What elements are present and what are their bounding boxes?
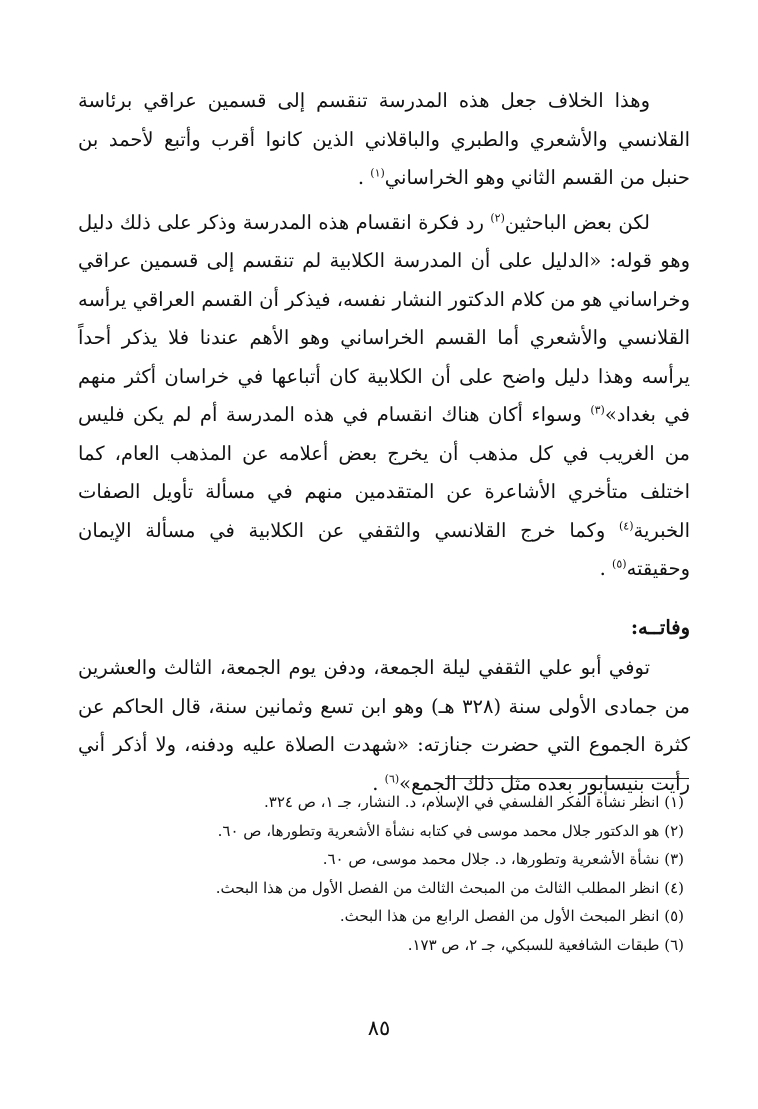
paragraph-text: توفي أبو علي الثقفي ليلة الجمعة، ودفن يوم الجمعة، الثالث والعشرين من جمادى الأولى سنة (٣٢٨ هـ) وهو ابن تسع وثمانين سنة، قال الحاكم عن كثرة الجموع التي حضرت جنازته: «شهدت الصلاة عليه ودفنه، ولا أذكر أني رأيت بنيسابور بعده مثل ذلك الجمع»: [78, 656, 690, 795]
paragraph-death: [78, 649, 690, 803]
footnote-separator: [445, 778, 689, 779]
footnote-ref-3: (٣): [590, 403, 605, 417]
footnote-4: (٤) انظر المطلب الثالث من المبحث الثالث من الفصل الأول من هذا البحث.: [215, 878, 684, 897]
footnote-ref-2: (٢): [490, 211, 505, 224]
footnote-ref-6: (٦): [384, 772, 400, 785]
main-text: [78, 82, 690, 803]
footnotes: [78, 788, 690, 960]
footnote-6: (٦) طبقات الشافعية للسبكي، جـ ٢، ص ١٧٣.: [407, 935, 684, 954]
page-number: ٨٥: [367, 1016, 391, 1040]
paragraph-text: وسواء أكان هناك انقسام في هذه المدرسة أم لم يكن فليس من الغريب في كل مذهب أن يخرج بعض أعلامه عن المذهب العام، كما اختلف متأخري الأشاعرة عن المتقدمين منهم في مسألة تأويل الصفات الخبرية: [78, 403, 690, 542]
footnote-3: (٣) نشأة الأشعرية وتطورها، د. جلال محمد موسى، ص ٦٠.: [322, 850, 684, 869]
footnote-ref-5: (٥): [612, 557, 627, 571]
footnote-1: (١) انظر نشأة الفكر الفلسفي في الإسلام، د. النشار، جـ ١، ص ٣٢٤.: [263, 793, 684, 811]
footnote-5: (٥) انظر المبحث الأول من الفصل الرابع من هذا البحث.: [339, 907, 684, 926]
paragraph-school-division: [78, 82, 690, 198]
paragraph-division-refutation: [78, 204, 690, 589]
footnote-ref-4: (٤): [619, 519, 634, 532]
paragraph-text: وهذا الخلاف جعل هذه المدرسة تنقسم إلى قسمين عراقي برئاسة القلانسي والأشعري والطبري والباقلاني الذين كانوا أقرب وأتبع لأحمد بن حنبل من القسم الثاني وهو الخراساني: [78, 89, 690, 189]
footnote-ref-1: (١): [370, 166, 385, 180]
paragraph-text: لكن بعض الباحثين: [504, 210, 650, 234]
paragraph-end: .: [599, 557, 606, 580]
paragraph-text: وكما خرج القلانسي والثقفي عن الكلابية في مسألة الإيمان وحقيقته: [78, 518, 690, 580]
section-heading-death: وفاتــه:: [630, 615, 690, 639]
paragraph-end: .: [357, 166, 365, 189]
paragraph-end: .: [372, 771, 379, 795]
paragraph-text: رد فكرة انقسام هذه المدرسة وذكر على ذلك دليل وهو قوله: «الدليل على أن المدرسة الكلابية لم تنقسم إلى قسمين عراقي وخراساني هو من كلام الدكتور النشار نفسه، فيذكر أن القسم العراقي يرأسه القلانسي والأشعري أما القسم الخراساني وهو الأهم عندنا فلا يذكر أحداً يرأسه وهذا دليل واضح على أن الكلابية كان أتباعها في خراسان أكثر منهم في بغداد»: [78, 210, 690, 426]
footnote-2: (٢) هو الدكتور جلال محمد موسى في كتابه نشأة الأشعرية وتطورها، ص ٦٠.: [217, 821, 684, 840]
